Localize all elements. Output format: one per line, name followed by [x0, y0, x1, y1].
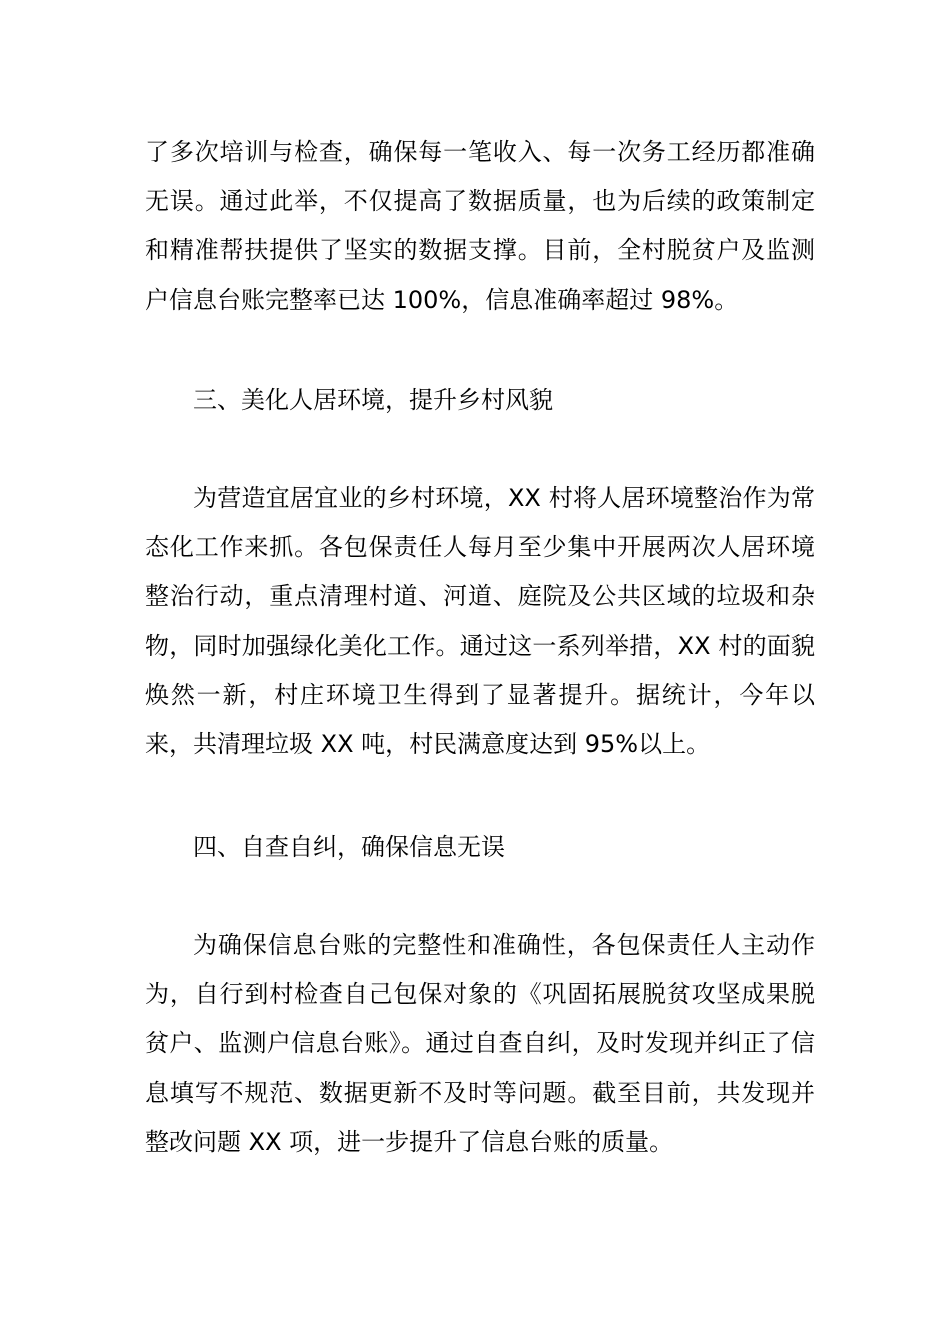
- section-4-paragraph: 为确保信息台账的完整性和准确性，各包保责任人主动作为，自行到村检查自己包保对象的《巩固拓展脱贫攻坚成果脱贫户、监测户信息台账》。通过自查自纠，及时发现并纠正了信息填写不规范、数据更新不及时等问题。截至目前，共发现并整改问题 XX 项，进一步提升了信息台账的质量。: [145, 931, 815, 1156]
- section-3-paragraph: 为营造宜居宜业的乡村环境，XX 村将人居环境整治作为常态化工作来抓。各包保责任人每月至少集中开展两次人居环境整治行动，重点清理村道、河道、庭院及公共区域的垃圾和杂物，同时加强绿化美化工作。通过这一系列举措，XX 村的面貌焕然一新，村庄环境卫生得到了显著提升。据统计，今年以来，共清理垃圾 XX 吨，村民满意度达到 95%以上。: [145, 484, 815, 759]
- section-3-heading: 三、美化人居环境，提升乡村风貌: [193, 386, 553, 414]
- continued-paragraph: 了多次培训与检查，确保每一笔收入、每一次务工经历都准确无误。通过此举，不仅提高了数据质量，也为后续的政策制定和精准帮扶提供了坚实的数据支撑。目前，全村脱贫户及监测户信息台账完整率已达 100%，信息准确率超过 98%。: [145, 138, 815, 314]
- section-4-heading: 四、自查自纠，确保信息无误: [193, 833, 505, 861]
